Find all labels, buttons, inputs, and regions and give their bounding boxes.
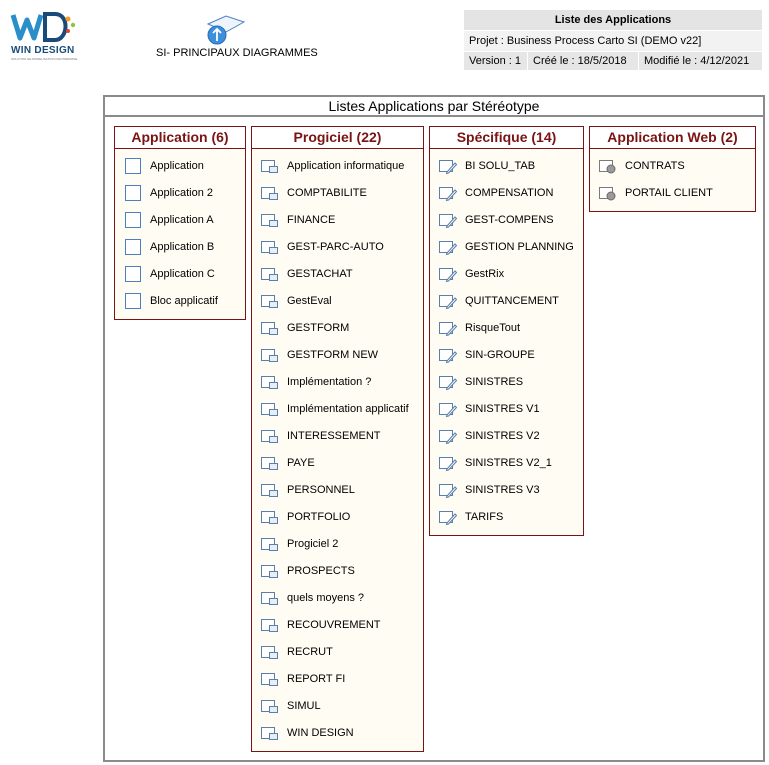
list-item-label: COMPTABILITE — [287, 186, 367, 199]
list-item[interactable] — [430, 395, 583, 422]
custom-application-icon — [438, 400, 458, 418]
list-item[interactable] — [115, 260, 245, 287]
diagram-info-table — [464, 10, 762, 70]
software-package-icon — [260, 265, 280, 283]
info-title: Liste des Applications — [464, 10, 762, 30]
list-item-label: GestRix — [465, 267, 505, 280]
list-item[interactable] — [252, 584, 423, 611]
list-item[interactable] — [430, 152, 583, 179]
list-item-label: SINISTRES V2 — [465, 429, 540, 442]
list-item-label: SIMUL — [287, 699, 321, 712]
list-item[interactable] — [252, 206, 423, 233]
list-item-label: Implémentation ? — [287, 375, 372, 388]
custom-application-icon — [438, 211, 458, 229]
list-item[interactable] — [115, 233, 245, 260]
software-package-icon — [260, 589, 280, 607]
list-item-label: GEST-PARC-AUTO — [287, 240, 384, 253]
list-item[interactable] — [115, 152, 245, 179]
list-item[interactable] — [252, 557, 423, 584]
list-item[interactable] — [252, 692, 423, 719]
list-item[interactable] — [115, 287, 245, 314]
custom-application-icon — [438, 238, 458, 256]
list-item[interactable] — [252, 179, 423, 206]
list-item-label: PORTAIL CLIENT — [625, 186, 713, 199]
column-application — [114, 126, 246, 320]
list-item[interactable] — [430, 260, 583, 287]
info-created-date: Créé le : 18/5/2018 — [528, 52, 638, 70]
software-package-icon — [260, 535, 280, 553]
custom-application-icon — [438, 319, 458, 337]
software-package-icon — [260, 643, 280, 661]
software-package-icon — [260, 481, 280, 499]
web-application-icon — [598, 184, 618, 202]
list-item[interactable] — [252, 476, 423, 503]
square-outline-icon — [123, 265, 143, 283]
custom-application-icon — [438, 427, 458, 445]
column-header-progiciel: Progiciel (22) — [252, 127, 423, 149]
list-item[interactable] — [252, 422, 423, 449]
list-item-label: TARIFS — [465, 510, 504, 523]
list-item-label: RisqueTout — [465, 321, 521, 334]
list-item-label: SINISTRES V3 — [465, 483, 540, 496]
software-package-icon — [260, 454, 280, 472]
windesign-logo — [8, 10, 78, 65]
column-list-progiciel — [252, 149, 423, 746]
list-item-label: GESTION PLANNING — [465, 240, 574, 253]
custom-application-icon — [438, 454, 458, 472]
list-item[interactable] — [115, 179, 245, 206]
list-item-label: RECRUT — [287, 645, 333, 658]
custom-application-icon — [438, 508, 458, 526]
list-item-label: GESTFORM NEW — [287, 348, 379, 361]
software-package-icon — [260, 670, 280, 688]
list-item-label: Application B — [150, 240, 215, 253]
column-application-web — [589, 126, 756, 212]
column-list-specifique — [430, 149, 583, 530]
custom-application-icon — [438, 184, 458, 202]
software-package-icon — [260, 724, 280, 742]
list-item-label: PERSONNEL — [287, 483, 355, 496]
custom-application-icon — [438, 157, 458, 175]
list-item-label: GEST-COMPENS — [465, 213, 554, 226]
list-item[interactable] — [430, 476, 583, 503]
software-package-icon — [260, 373, 280, 391]
list-item-label: SIN-GROUPE — [465, 348, 535, 361]
column-progiciel — [251, 126, 424, 752]
custom-application-icon — [438, 292, 458, 310]
software-package-icon — [260, 508, 280, 526]
list-item[interactable] — [252, 530, 423, 557]
list-item-label: SINISTRES — [465, 375, 524, 388]
list-item-label: COMPENSATION — [465, 186, 554, 199]
list-item-label: Application C — [150, 267, 215, 280]
column-list-application-web — [590, 149, 755, 206]
list-item[interactable] — [252, 611, 423, 638]
list-item-label: Application — [150, 159, 204, 172]
custom-application-icon — [438, 373, 458, 391]
list-item[interactable] — [430, 449, 583, 476]
list-item-label: Application informatique — [287, 159, 405, 172]
list-item[interactable] — [430, 233, 583, 260]
info-version: Version : 1 — [464, 52, 527, 70]
list-item[interactable] — [252, 341, 423, 368]
info-modified-date: Modifié le : 4/12/2021 — [639, 52, 762, 70]
column-header-specifique: Spécifique (14) — [430, 127, 583, 149]
list-item[interactable] — [252, 314, 423, 341]
square-outline-icon — [123, 211, 143, 229]
list-item-label: GestEval — [287, 294, 332, 307]
list-item-label: Bloc applicatif — [150, 294, 218, 307]
list-item[interactable] — [430, 341, 583, 368]
list-item-label: Application A — [150, 213, 214, 226]
custom-application-icon — [438, 265, 458, 283]
list-item[interactable] — [252, 449, 423, 476]
list-item[interactable] — [430, 422, 583, 449]
list-item[interactable] — [252, 395, 423, 422]
list-item[interactable] — [252, 233, 423, 260]
list-item-label: GESTFORM — [287, 321, 350, 334]
list-item-label: WIN DESIGN — [287, 726, 354, 739]
list-item[interactable] — [430, 287, 583, 314]
column-header-application: Application (6) — [115, 127, 245, 149]
list-item-label: QUITTANCEMENT — [465, 294, 559, 307]
list-item[interactable] — [252, 368, 423, 395]
software-package-icon — [260, 211, 280, 229]
diagram-nav-link[interactable] — [148, 14, 318, 64]
custom-application-icon — [438, 481, 458, 499]
list-item-label: quels moyens ? — [287, 591, 365, 604]
list-item[interactable] — [252, 287, 423, 314]
list-item[interactable] — [430, 314, 583, 341]
nav-link-label: SI- PRINCIPAUX DIAGRAMMES — [156, 47, 318, 59]
software-package-icon — [260, 697, 280, 715]
software-package-icon — [260, 292, 280, 310]
info-project: Projet : Business Process Carto SI (DEMO v22] — [464, 31, 762, 51]
list-item[interactable] — [590, 179, 755, 206]
software-package-icon — [260, 562, 280, 580]
list-item[interactable] — [430, 179, 583, 206]
list-item-label: CONTRATS — [625, 159, 685, 172]
square-outline-icon — [123, 292, 143, 310]
wd-logo-mark-icon — [10, 10, 76, 44]
list-item[interactable] — [430, 368, 583, 395]
list-item-label: Application 2 — [150, 186, 213, 199]
web-application-icon — [598, 157, 618, 175]
info-meta-row — [464, 52, 762, 70]
list-item-label: SINISTRES V1 — [465, 402, 540, 415]
list-item[interactable] — [252, 665, 423, 692]
column-header-application-web: Application Web (2) — [590, 127, 755, 149]
panel-title: Listes Applications par Stéréotype — [105, 97, 763, 117]
software-package-icon — [260, 616, 280, 634]
list-item-label: FINANCE — [287, 213, 336, 226]
list-item[interactable] — [115, 206, 245, 233]
list-item[interactable] — [252, 719, 423, 746]
column-specifique — [429, 126, 584, 536]
software-package-icon — [260, 346, 280, 364]
navigate-up-icon — [204, 14, 246, 46]
software-package-icon — [260, 238, 280, 256]
list-item-label: INTERESSEMENT — [287, 429, 381, 442]
square-outline-icon — [123, 157, 143, 175]
list-item-label: BI SOLU_TAB — [465, 159, 536, 172]
list-item[interactable] — [252, 503, 423, 530]
list-item-label: Implémentation applicatif — [287, 402, 409, 415]
custom-application-icon — [438, 346, 458, 364]
list-item-label: RECOUVREMENT — [287, 618, 381, 631]
list-item-label: SINISTRES V2_1 — [465, 456, 552, 469]
list-item-label: Progiciel 2 — [287, 537, 339, 550]
square-outline-icon — [123, 184, 143, 202]
list-item-label: PROSPECTS — [287, 564, 355, 577]
list-item[interactable] — [252, 638, 423, 665]
software-package-icon — [260, 400, 280, 418]
software-package-icon — [260, 157, 280, 175]
list-item-label: GESTACHAT — [287, 267, 353, 280]
list-item[interactable] — [430, 503, 583, 530]
logo-brand-text: WIN DESIGN — [11, 45, 75, 56]
column-list-application — [115, 149, 245, 314]
list-item-label: REPORT FI — [287, 672, 346, 685]
list-item-label: PAYE — [287, 456, 315, 469]
software-package-icon — [260, 319, 280, 337]
software-package-icon — [260, 427, 280, 445]
logo-tagline: SOLUTION DE MODELISATION D'ENTREPRISE — [11, 57, 78, 61]
list-item[interactable] — [590, 152, 755, 179]
software-package-icon — [260, 184, 280, 202]
list-item-label: PORTFOLIO — [287, 510, 351, 523]
square-outline-icon — [123, 238, 143, 256]
list-item[interactable] — [252, 152, 423, 179]
list-item[interactable] — [430, 206, 583, 233]
list-item[interactable] — [252, 260, 423, 287]
